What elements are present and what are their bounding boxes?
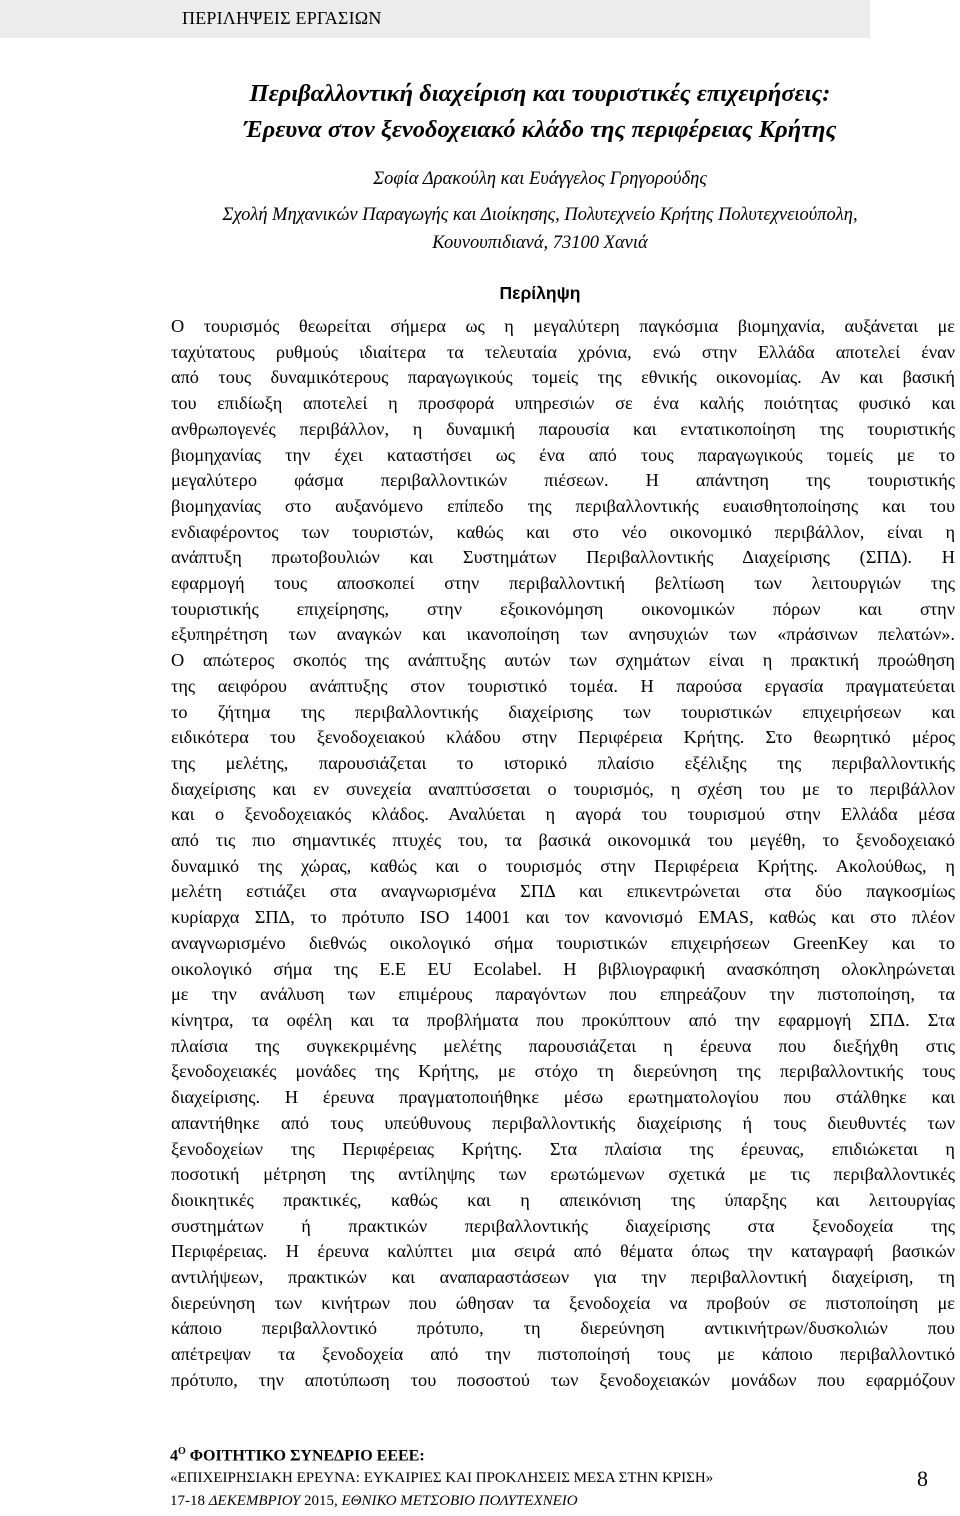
abstract-line: από τους δυναμικότερους παραγωγικούς τομείς της εθνικής οικονομίας. Αν και βασική (171, 367, 955, 388)
abstract-line: ανάπτυξη πρωτοβουλιών και Συστημάτων Περιβαλλοντικής Διαχείρισης (ΣΠΔ). Η (171, 547, 955, 568)
abstract-line: μεγαλύτερο φάσμα περιβαλλοντικών πιέσεων. Η απάντηση της τουριστικής (171, 470, 955, 491)
running-header: ΠΕΡΙΛΗΨΕΙΣ ΕΡΓΑΣΙΩΝ (182, 8, 382, 28)
title-line-2: Έρευνα στον ξενοδοχειακό κλάδο της περιφέρειας Κρήτης (243, 116, 837, 143)
abstract-line: διοικητικές πρακτικές, καθώς και η απεικόνιση της ύπαρξης και λειτουργίας (171, 1189, 955, 1210)
abstract-line: απαντήθηκε από τους υπεύθυνους περιβαλλοντικής διαχείρισης ή τους διευθυντές των (171, 1112, 955, 1133)
abstract-line: το ζήτημα της περιβαλλοντικής διαχείρισης των τουριστικών επιχειρήσεων και (171, 701, 955, 722)
abstract-line: της μελέτης, παρουσιάζεται το ιστορικό πλαίσιο εξέλιξης της περιβαλλοντικής (171, 752, 955, 773)
abstract-line: απέτρεψαν τα ξενοδοχεία από την πιστοποίησή τους με κάποιο περιβαλλοντικό (171, 1344, 955, 1365)
abstract-line: ποσοτική μέτρηση της αντίληψης των ερωτώμενων σχετικά με τις περιβαλλοντικές (171, 1164, 955, 1185)
abstract-line: Ο τουρισμός θεωρείται σήμερα ως η μεγαλύτερη παγκόσμια βιομηχανία, αυξάνεται με (171, 316, 955, 336)
abstract-line: κυρίαρχα ΣΠΔ, το πρότυπο ISO 14001 και τον κανονισμό EMAS, καθώς και στο πλέον (171, 907, 955, 928)
paper-title (120, 76, 960, 148)
abstract-line: διερεύνηση των κινήτρων που ώθησαν τα ξενοδοχεία να προβούν σε πιστοποίηση με (171, 1292, 955, 1313)
title-line-1: Περιβαλλοντική διαχείριση και τουριστικές επιχειρήσεις: (249, 80, 831, 107)
abstract-line: βιομηχανίας την έχει καταστήσει ως ένα από τους παραγωγικούς τομείς με το (171, 444, 955, 465)
conference-footer (170, 1440, 950, 1513)
abstract-line: ειδικότερα του ξενοδοχειακού κλάδου στην Περιφέρεια Κρήτης. Στο θεωρητικό μέρος (171, 727, 955, 748)
affiliation (120, 201, 960, 257)
abstract-line: ενδιαφέροντος των τουριστών, καθώς και στο νέο οικονομικό περιβάλλον, είναι η (171, 521, 955, 542)
abstract-heading: Περίληψη (499, 283, 581, 303)
abstract-line: διαχείρισης και εν συνεχεία αναπτύσσεται ο τουρισμός, η σχέση του με το περιβάλλον (171, 778, 955, 799)
abstract-line: πλαίσια της συγκεκριμένης μελέτης παρουσιάζεται η έρευνα που διεξήχθη στις (171, 1035, 955, 1056)
abstract-line: κάποιο περιβαλλοντικό πρότυπο, τη διερεύνηση αντικινήτρων/δυσκολιών που (171, 1318, 955, 1339)
footer-conference-theme: «ΕΠΙΧΕΙΡΗΣΙΑΚΗ ΕΡΕΥΝΑ: ΕΥΚΑΙΡΙΕΣ ΚΑΙ ΠΡΟΚΛΗΣΕΙΣ ΜΕΣΑ ΣΤΗΝ ΚΡΙΣΗ» (170, 1470, 714, 1487)
abstract-line: αναγνωρισμένο διεθνώς οικολογικό σήμα τουριστικών επιχειρήσεων GreenKey και το (171, 932, 955, 953)
abstract-line: του επιδίωξη αποτελεί η προσφορά υπηρεσιών σε ένα καλής ποιότητας φυσικό και (171, 393, 955, 414)
abstract-line: κίνητρα, τα οφέλη και τα προβλήματα που προκύπτουν από την εφαρμογή ΣΠΔ. Στα (171, 1009, 955, 1030)
running-header-band (0, 0, 870, 38)
abstract-line: Ο απώτερος σκοπός της ανάπτυξης αυτών των σχημάτων είναι η πρακτική προώθηση (171, 650, 955, 671)
footer-conference-name: $4^O$ ΦΟΙΤΗΤΙΚΟ ΣΥΝΕΔΡΙΟ ΕΕΕΕ: (170, 1446, 425, 1465)
abstract-line: ξενοδοχειακές μονάδες της Κρήτης, με στόχο τη διερεύνηση της περιβαλλοντικής τους (171, 1061, 955, 1082)
abstract-line: ταχύτατους ρυθμούς ιδιαίτερα τα τελευταία χρόνια, ενώ στην Ελλάδα αποτελεί έναν (171, 341, 955, 362)
abstract-line: ανθρωπογενές περιβάλλον, η δυναμική παρουσία και εντατικοποίηση της τουριστικής (171, 418, 955, 439)
abstract-line: της αειφόρου ανάπτυξης στον τουριστικό τομέα. Η παρούσα εργασία πραγματεύεται (171, 675, 955, 696)
abstract-line: Περιφέρειας. Η έρευνα καλύπτει μια σειρά από θέματα όπως την καταγραφή βασικών (171, 1241, 955, 1262)
page-number: 8 (917, 1466, 928, 1491)
abstract-line: ξενοδοχείων της Περιφέρειας Κρήτης. Στα πλαίσια της έρευνας, επιδιώκεται η (171, 1138, 955, 1159)
authors: Σοφία Δρακούλη και Ευάγγελος Γρηγορούδης (373, 169, 707, 189)
abstract-line: με την ανάλυση των επιμέρους παραγόντων που επηρεάζουν την πιστοποίηση, τα (171, 984, 955, 1005)
abstract-line: εξυπηρέτηση των αναγκών και ικανοποίηση των ανησυχιών των «πράσινων πελατών». (171, 624, 955, 645)
abstract-line: βιομηχανίας στο αυξανόμενο επίπεδο της περιβαλλοντικής ευαισθητοποίησης και του (171, 495, 955, 516)
abstract-body (171, 314, 955, 1394)
abstract-line: δυναμικό της χώρας, καθώς και ο τουρισμός στην Περιφέρεια Κρήτης. Ακολούθως, η (171, 855, 955, 876)
abstract-line: οικολογικό σήμα της Ε.Ε EU Ecolabel. Η βιβλιογραφική ανασκόπηση ολοκληρώνεται (171, 958, 955, 979)
affiliation-line-2: Κουνουπιδιανά, 73100 Χανιά (432, 233, 648, 253)
abstract-line: μελέτη εστιάζει στα αναγνωρισμένα ΣΠΔ και επικεντρώνεται στα δύο παγκοσμίως (171, 881, 955, 902)
abstract-line: συστημάτων ή πρακτικών περιβαλλοντικής διαχείρισης στα ξενοδοχεία της (171, 1215, 955, 1236)
abstract-line: εφαρμογή τους αποσκοπεί στην περιβαλλοντική βελτίωση των λειτουργιών της (171, 573, 955, 594)
abstract-line: από τις πιο σημαντικές πτυχές του, τα βασικά οικονομικά του μεγέθη, το ξενοδοχειακό (171, 830, 955, 851)
abstract-line: και ο ξενοδοχειακός κλάδος. Αναλύεται η αγορά του τουρισμού στην Ελλάδα μέσα (171, 804, 955, 825)
affiliation-line-1: Σχολή Μηχανικών Παραγωγής και Διοίκησης, Πολυτεχνείο Κρήτης Πολυτεχνειούπολη, (222, 205, 858, 225)
abstract-line: τουριστικής επιχείρησης, στην εξοικονόμηση οικονομικών πόρων και στην (171, 598, 955, 619)
abstract-line: πρότυπο, την αποτύπωση του ποσοστού των ξενοδοχειακών μονάδων που εφαρμόζουν (171, 1369, 955, 1390)
abstract-line: διαχείρισης. Η έρευνα πραγματοποιήθηκε μέσω ερωτηματολογίου που στάλθηκε και (171, 1087, 955, 1108)
footer-conference-date: 17-18 ΔΕΚΕΜΒΡΙΟΥ 2015, ΕΘΝΙΚΟ ΜΕΤΣΟΒΙΟ ΠΟΛΥΤΕΧΝΕΙΟ (170, 1493, 578, 1510)
abstract-line: αντιλήψεων, πρακτικών και αναπαραστάσεων για την περιβαλλοντική διαχείριση, τη (171, 1267, 955, 1288)
